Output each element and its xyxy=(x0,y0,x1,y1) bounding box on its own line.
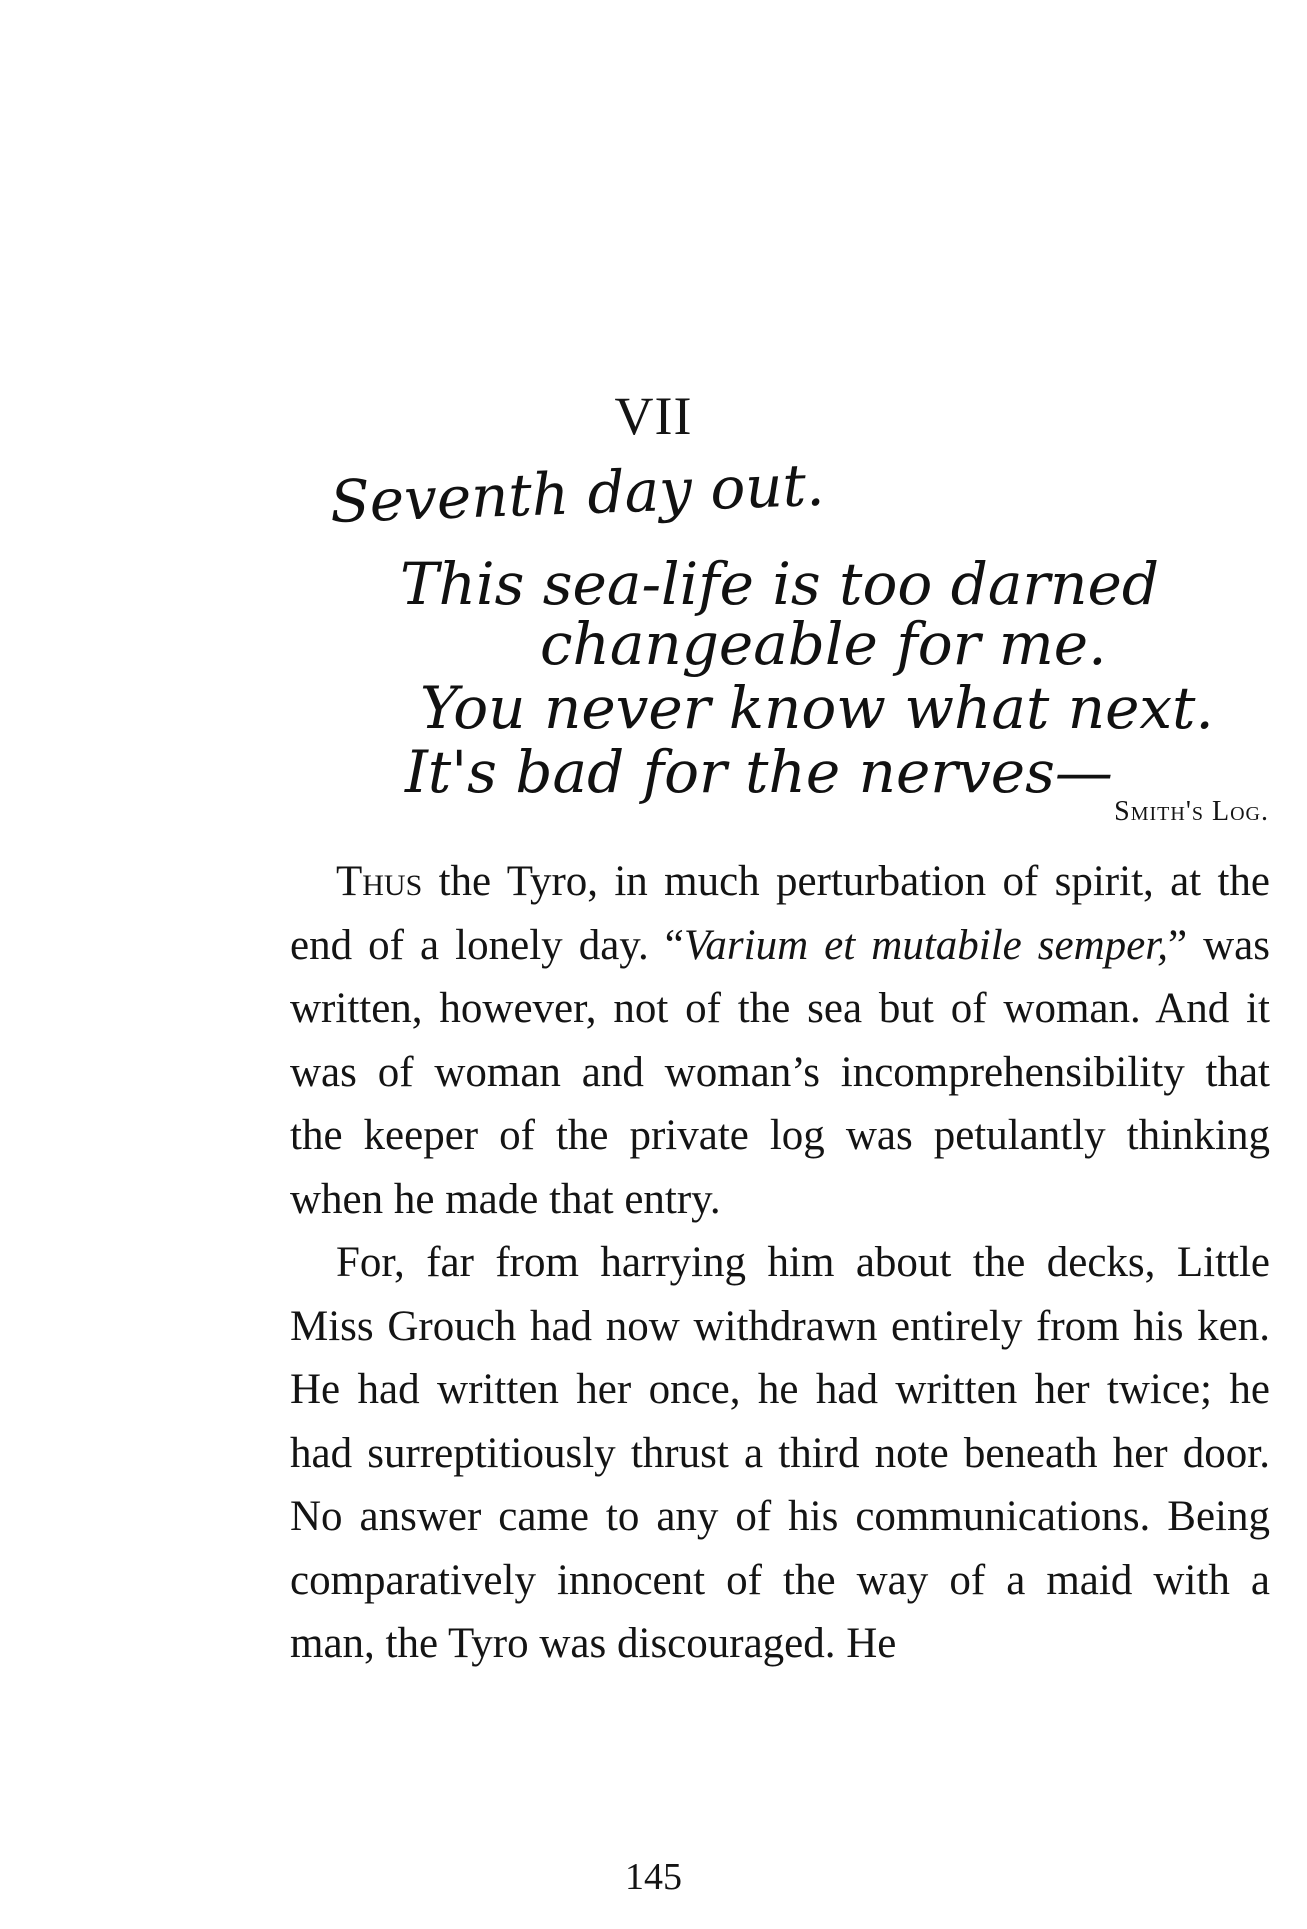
log-attribution: Smith's Log. xyxy=(1114,796,1269,827)
handwritten-note xyxy=(0,0,1307,820)
handwritten-line: Seventh day out. xyxy=(328,450,826,536)
latin-quote: Varium et mutabile semper, xyxy=(683,921,1168,969)
paragraph: For, far from harrying him about the decks, Little Miss Grouch had now withdrawn entirely from his ken. He had written her once, he had written her twice; he had surreptitiously thrust a third note beneath her door. No answer came to any of his communications. Being comparatively innocent of the way of a maid with a man, the Tyro was discouraged. He xyxy=(290,1239,1270,1667)
handwritten-line: It's bad for the nerves— xyxy=(405,738,1113,806)
handwritten-line: You never know what next. xyxy=(420,674,1214,742)
paragraph xyxy=(290,850,1270,1231)
paragraph-text: ” was written, however, not of the sea but of woman. And it was of woman and woman’s incomprehensibility that the keeper of the private log was petulantly thinking when he made that entry. xyxy=(290,921,1270,1223)
paragraph-text: the Tyro, in much perturbation of spirit, at the end of a lonely day. “ xyxy=(290,858,1270,969)
page-number: 145 xyxy=(625,1856,682,1898)
handwritten-line: This sea-life is too darned xyxy=(400,550,1159,618)
handwritten-line: changeable for me. xyxy=(540,610,1107,678)
body-text xyxy=(290,850,1270,1676)
chapter-heading: VII xyxy=(614,386,693,446)
paragraph-lead-word: Thus xyxy=(336,858,423,905)
